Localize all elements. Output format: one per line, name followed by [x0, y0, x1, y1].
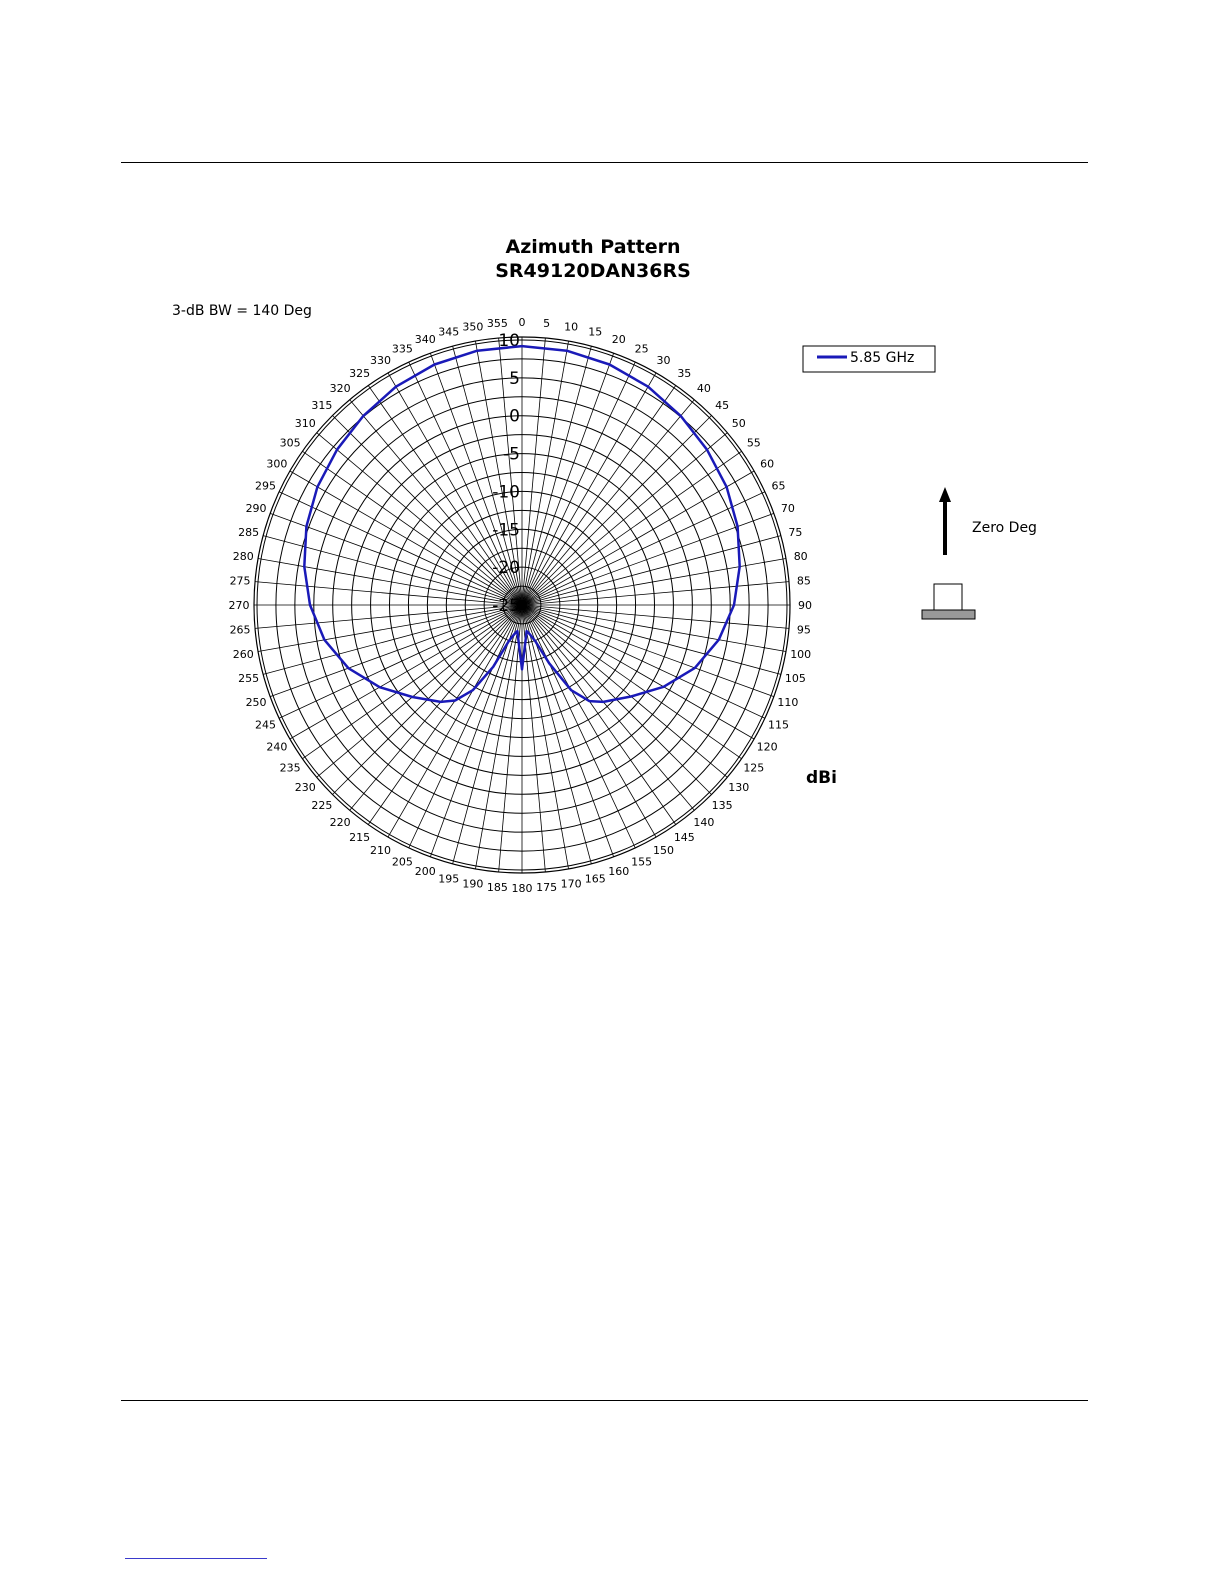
angle-tick-label: 260: [232, 648, 254, 662]
angle-tick-label: 200: [414, 864, 436, 878]
angle-tick-label: 285: [238, 525, 260, 539]
angle-tick-label: 265: [229, 623, 251, 637]
angle-tick-label: 145: [673, 830, 695, 844]
angle-tick-label: 85: [796, 574, 811, 588]
angle-tick-label: 335: [391, 342, 413, 356]
angle-tick-label: 60: [760, 457, 775, 471]
radial-tick-label: -25: [492, 596, 520, 616]
radial-tick-label: -5: [503, 444, 520, 465]
angle-tick-label: 340: [414, 333, 436, 347]
angle-tick-label: 20: [611, 333, 626, 347]
angle-tick-label: 35: [677, 367, 692, 381]
angle-tick-label: 95: [796, 623, 811, 637]
angle-tick-label: 160: [608, 864, 630, 878]
angle-tick-label: 305: [279, 436, 301, 450]
angle-tick-label: 40: [696, 382, 711, 396]
angle-tick-label: 75: [788, 525, 803, 539]
angle-tick-label: 0: [518, 316, 526, 329]
grid-spoke: [522, 605, 635, 848]
angle-tick-label: 205: [391, 855, 413, 869]
grid-spoke: [522, 605, 781, 674]
angle-tick-label: 105: [784, 672, 806, 686]
angle-tick-label: 125: [743, 761, 765, 775]
angle-tick-label: 165: [584, 872, 606, 886]
angle-tick-label: 90: [798, 599, 812, 612]
angle-tick-label: 180: [511, 882, 533, 895]
angle-tick-label: 230: [294, 780, 316, 794]
grid-spoke: [522, 346, 591, 605]
angle-tick-label: 195: [438, 872, 460, 886]
beamwidth-note: 3-dB BW = 140 Deg: [172, 303, 312, 319]
grid-spoke: [263, 536, 522, 605]
angle-tick-label: 50: [731, 417, 746, 431]
angle-tick-label: 45: [715, 398, 730, 412]
angle-tick-label: 30: [656, 353, 671, 367]
angle-tick-label: 190: [462, 877, 484, 891]
angle-tick-label: 25: [634, 342, 649, 356]
grid-spoke: [279, 492, 522, 605]
angle-tick-label: 80: [793, 549, 808, 563]
angle-tick-label: 345: [438, 325, 460, 339]
angle-tick-label: 255: [238, 672, 260, 686]
grid-spoke: [522, 362, 635, 605]
chart-subtitle: SR49120DAN36RS: [495, 260, 691, 282]
angle-tick-label: 325: [349, 367, 371, 381]
angle-tick-label: 220: [329, 815, 351, 829]
angle-tick-label: 215: [349, 830, 371, 844]
polar-spokes: [254, 337, 790, 873]
unit-label: dBi: [806, 768, 837, 788]
angle-tick-label: 275: [229, 574, 251, 588]
angle-tick-label: 300: [266, 457, 288, 471]
angle-tick-label: 240: [266, 740, 288, 754]
grid-spoke: [522, 605, 774, 697]
angle-tick-label: 150: [653, 844, 674, 858]
angle-tick-label: 120: [756, 740, 778, 754]
angle-tick-label: 110: [777, 695, 799, 709]
antenna-body: [934, 584, 962, 610]
arrow-up-icon: [939, 487, 951, 502]
angle-tick-label: 170: [560, 877, 582, 891]
angle-tick-label: 115: [767, 718, 789, 732]
angle-tick-label: 15: [588, 325, 603, 339]
angle-tick-label: 210: [370, 844, 391, 858]
angle-tick-label: 225: [311, 799, 333, 813]
grid-spoke: [522, 536, 781, 605]
angle-tick-label: 70: [780, 502, 795, 516]
grid-spoke: [522, 605, 765, 718]
angle-tick-label: 55: [746, 436, 761, 450]
angle-tick-label: 175: [536, 880, 558, 894]
grid-spoke: [453, 605, 522, 864]
grid-spoke: [263, 605, 522, 674]
radial-tick-label: -20: [492, 558, 520, 579]
radial-tick-label: 10: [498, 331, 520, 351]
chart-title: Azimuth Pattern: [505, 236, 681, 258]
angle-tick-label: 280: [232, 549, 254, 563]
angle-tick-label: 155: [631, 855, 653, 869]
antenna-base: [922, 610, 975, 619]
grid-spoke: [522, 492, 765, 605]
antenna-icon: [922, 584, 975, 619]
grid-spoke: [409, 605, 522, 848]
angle-tick-label: 235: [279, 761, 301, 775]
angle-tick-label: 270: [228, 599, 250, 612]
angle-tick-label: 295: [255, 479, 277, 493]
angle-tick-label: 320: [329, 382, 351, 396]
angle-tick-label: 140: [693, 815, 715, 829]
angle-tick-label: 10: [564, 320, 579, 334]
zero-deg-label: Zero Deg: [972, 520, 1037, 536]
angle-tick-label: 315: [311, 398, 333, 412]
radial-tick-label: 0: [509, 406, 520, 427]
angle-tick-label: 5: [543, 317, 551, 331]
angle-tick-label: 65: [771, 479, 786, 493]
angle-tick-label: 245: [255, 718, 277, 732]
radial-tick-label: -10: [492, 482, 520, 503]
angle-tick-label: 135: [711, 799, 733, 813]
angle-tick-label: 330: [370, 353, 391, 367]
angle-tick-label: 250: [245, 695, 267, 709]
radial-tick-label: -15: [492, 520, 520, 541]
angle-tick-label: 185: [486, 880, 508, 894]
angle-tick-label: 100: [790, 648, 812, 662]
radial-tick-label: 5: [509, 368, 520, 389]
grid-spoke: [522, 353, 614, 605]
angle-tick-label: 310: [294, 417, 316, 431]
grid-spoke: [522, 605, 591, 864]
angle-tick-label: 290: [245, 502, 267, 516]
angle-tick-label: 355: [486, 317, 508, 331]
grid-spoke: [279, 605, 522, 718]
grid-spoke: [270, 605, 522, 697]
legend: [803, 346, 935, 372]
angle-tick-label: 130: [728, 780, 750, 794]
zero-deg-indicator: [939, 487, 1037, 555]
angle-tick-label: 350: [462, 320, 484, 334]
legend-label: 5.85 GHz: [850, 350, 915, 366]
